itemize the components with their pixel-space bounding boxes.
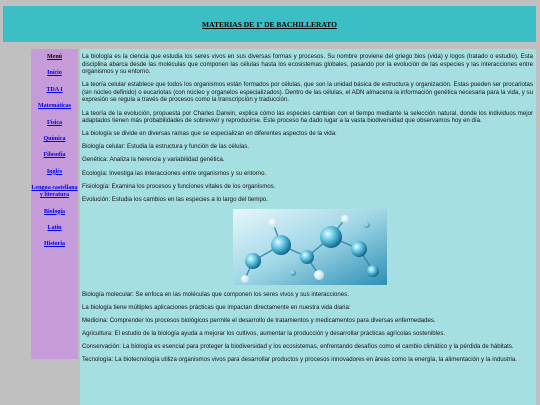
sidebar-item-biologia[interactable]: Biología [43, 208, 65, 215]
content-paragraph: La teoría celular establece que todos los organismos están formados por células, que son la unidad básica de estructura y organización. Estas pueden ser procariotas (sin núcleo definido) o eucariotas (con núcleo y organelos especializados). Dentro de las células, el ADN almacena la información genética necesaria para la vida, y su expresión se regula a través de procesos como la transcripción y traducción. [82, 81, 533, 104]
sidebar-item-ingles[interactable]: Inglés [46, 168, 63, 175]
sidebar-item-quimica[interactable]: Química [43, 135, 66, 142]
main-content [80, 49, 536, 405]
page-header [3, 6, 536, 42]
content-paragraph: La biología se divide en diversas ramas que se especializan en diferentes aspectos de la vida: [82, 130, 337, 138]
branch-item: Biología molecular: Se enfoca en las moléculas que componen los seres vivos y sus interacciones. [82, 290, 349, 298]
sidebar-item-historia[interactable]: Historia [44, 241, 65, 248]
branch-item: Genética: Analiza la herencia y variabilidad genética. [82, 156, 225, 164]
page-title: MATERIAS DE 1º DE BACHILLERATO [202, 19, 337, 29]
sidebar-item-lengua[interactable]: Lengua castellana y literatura [31, 185, 78, 199]
application-item: Agricultura: El estudio de la biología ayuda a mejorar los cultivos, aumentar la producción y desarrollar prácticas agrícolas sostenibles. [82, 330, 446, 338]
content-paragraph: La biología es la ciencia que estudia los seres vivos en sus diversas formas y procesos. Su nombre proviene del griego bios (vida) y logos (tratado o estudio). Esta disciplina abarca desde las moléculas que componen las células hasta los ecosistemas globales, pasando por la evolución de las especies y las interacciones entre organismos y su entorno. [82, 53, 533, 76]
sidebar [31, 49, 78, 359]
sidebar-item-fisica[interactable]: Física [47, 119, 62, 126]
sidebar-item-matematicas[interactable]: Matemáticas [38, 103, 71, 110]
branch-item: Ecología: Investiga las interacciones entre organismos y su entorno. [82, 169, 267, 177]
branch-item: Biología celular: Estudia la estructura y función de las células. [82, 143, 249, 151]
application-item: Medicina: Comprender los procesos biológicos permite el desarrollo de tratamientos y medicamentos para diversas enfermedades. [82, 317, 436, 324]
sidebar-item-menu: Menú [47, 54, 62, 60]
branch-item: Fisiología: Examina los procesos y funciones vitales de los organismos. [82, 182, 276, 190]
application-item: Tecnología: La biotecnología utiliza organismos vivos para desarrollar productos y procesos innovadores en áreas como la energía, la alimentación y la industria. [82, 356, 517, 364]
content-paragraph: La biología tiene múltiples aplicaciones prácticas que impactan directamente en nuestra vida diaria: [82, 303, 351, 311]
application-item: Conservación: La biología es esencial para proteger la biodiversidad y los ecosistemas, enfrentando desafíos como el cambio climático y la pérdida de hábitats. [82, 343, 514, 351]
molecule-image [233, 209, 387, 285]
content-paragraph: La teoría de la evolución, propuesta por Charles Darwin, explica cómo las especies cambian con el tiempo mediante la selección natural, donde los individuos mejor adaptados tienen más probabilidades de sobrevivir y reproducirse. Este proceso ha dado lugar a la vasta biodiversidad que observamos hoy en día. [82, 109, 533, 125]
sidebar-item-filosofia[interactable]: Filosofía [43, 152, 66, 159]
sidebar-item-tda[interactable]: TDA I [46, 86, 63, 93]
branch-item: Evolución: Estudia los cambios en las especies a lo largo del tiempo. [82, 195, 268, 203]
sidebar-item-inicio[interactable]: Inicio [47, 70, 62, 77]
sidebar-item-latin[interactable]: Latín [47, 224, 62, 231]
